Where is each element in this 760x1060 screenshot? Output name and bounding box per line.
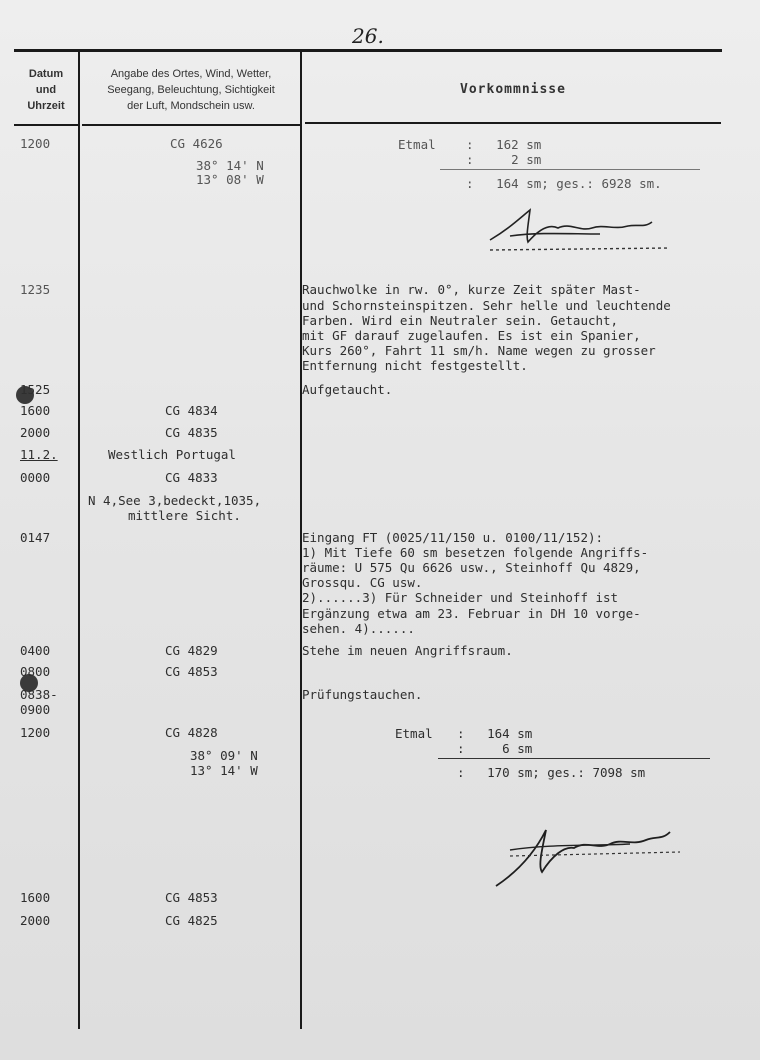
header-datum-line1: Datum [28, 68, 64, 80]
lat-1200-b: 38° 09' N [190, 748, 258, 763]
lon-1200-a: 13° 08' W [196, 172, 264, 187]
time-2000-b: 2000 [20, 913, 51, 928]
column-divider-1 [78, 51, 80, 1029]
header-vorkommnisse: Vorkommnisse [460, 82, 566, 97]
event-0147-line4: Grossqu. CG usw. [302, 575, 423, 590]
header-ort-line1: Angabe des Ortes, Wind, Wetter, [110, 68, 272, 80]
event-1235-line6: Entfernung nicht festgestellt. [302, 358, 528, 373]
event-0147-line1: Eingang FT (0025/11/150 u. 0100/11/152): [302, 530, 604, 545]
grid-1200-b: CG 4828 [165, 725, 218, 740]
lon-1200-b: 13° 14' W [190, 763, 258, 778]
time-0000: 0000 [20, 470, 51, 485]
etmal-sum-rule-a [440, 169, 700, 170]
time-1600-b: 1600 [20, 890, 51, 905]
event-0147-line6: Ergänzung etwa am 23. Februar in DH 10 vorge- [302, 606, 641, 621]
grid-2000-a: CG 4835 [165, 425, 218, 440]
event-1235-line3: Farben. Wird ein Neutraler sein. Getaucht, [302, 313, 619, 328]
etmal-sum-rule-b [438, 758, 710, 759]
event-0838: Prüfungstauchen. [302, 687, 423, 702]
event-0147-line3: räume: U 575 Qu 6626 usw., Steinhoff Qu 4829, [302, 560, 641, 575]
header-ort-line3: der Luft, Mondschein usw. [127, 100, 255, 112]
event-1235-line5: Kurs 260°, Fahrt 11 sm/h. Name wegen zu grosser [302, 343, 656, 358]
etmal-sum-b: : 170 sm; ges.: 7098 sm [457, 765, 646, 780]
event-0147-line2: 1) Mit Tiefe 60 sm besetzen folgende Angriffs- [302, 545, 649, 560]
event-0400: Stehe im neuen Angriffsraum. [302, 643, 513, 658]
etmal-label-b: Etmal [395, 726, 433, 741]
lat-1200-a: 38° 14' N [196, 158, 264, 173]
time-0800: 0800 [20, 664, 51, 679]
header-datum-line2: und [35, 84, 57, 96]
time-1600-a: 1600 [20, 403, 51, 418]
etmal-line2-b: : 6 sm [457, 741, 533, 756]
grid-0000: CG 4833 [165, 470, 218, 485]
page-number: 26. [352, 24, 384, 48]
grid-1200-a: CG 4626 [170, 136, 223, 151]
event-0147-line5: 2)......3) Für Schneider und Steinhoff ist [302, 590, 619, 605]
weather-0000-line2: mittlere Sicht. [128, 508, 241, 523]
time-1200-b: 1200 [20, 725, 51, 740]
time-1235: 1235 [20, 282, 51, 297]
time-0838: 0838- [20, 687, 58, 702]
header-ort-line2: Seegang, Beleuchtung, Sichtigkeit [107, 84, 275, 96]
event-1235-line1: Rauchwolke in rw. 0°, kurze Zeit später Mast- [302, 282, 641, 297]
etmal-sum-a: : 164 sm; ges.: 6928 sm. [466, 176, 662, 191]
header-ort [82, 66, 300, 114]
time-1200-a: 1200 [20, 136, 51, 151]
etmal-label-a: Etmal [398, 137, 436, 152]
location-westlich-portugal: Westlich Portugal [108, 447, 236, 462]
header-datum [14, 66, 78, 114]
grid-1600-a: CG 4834 [165, 403, 218, 418]
top-rule [14, 49, 722, 52]
event-1235-line2: und Schornsteinspitzen. Sehr helle und leuchtende [302, 298, 671, 313]
event-1525: Aufgetaucht. [302, 382, 393, 397]
event-1235-line4: mit GF darauf zugelaufen. Es ist ein Spanier, [302, 328, 641, 343]
grid-0800: CG 4853 [165, 664, 218, 679]
time-0900: 0900 [20, 702, 51, 717]
grid-2000-b: CG 4825 [165, 913, 218, 928]
event-0147-line7: sehen. 4)...... [302, 621, 415, 636]
time-2000-a: 2000 [20, 425, 51, 440]
weather-0000-line1: N 4,See 3,bedeckt,1035, [88, 493, 262, 508]
signature-1 [480, 198, 680, 258]
signature-2 [490, 810, 690, 890]
header-bottom-rule-mid [82, 124, 300, 126]
time-0400: 0400 [20, 643, 51, 658]
time-0147: 0147 [20, 530, 51, 545]
time-1525: 1525 [20, 382, 51, 397]
header-bottom-rule-right [305, 122, 721, 124]
etmal-line2-a: : 2 sm [466, 152, 542, 167]
date-11-2: 11.2. [20, 447, 58, 462]
header-datum-line3: Uhrzeit [27, 100, 65, 112]
etmal-line1-b: : 164 sm [457, 726, 533, 741]
grid-1600-b: CG 4853 [165, 890, 218, 905]
grid-0400: CG 4829 [165, 643, 218, 658]
etmal-line1-a: : 162 sm [466, 137, 542, 152]
header-bottom-rule-left [14, 124, 78, 126]
